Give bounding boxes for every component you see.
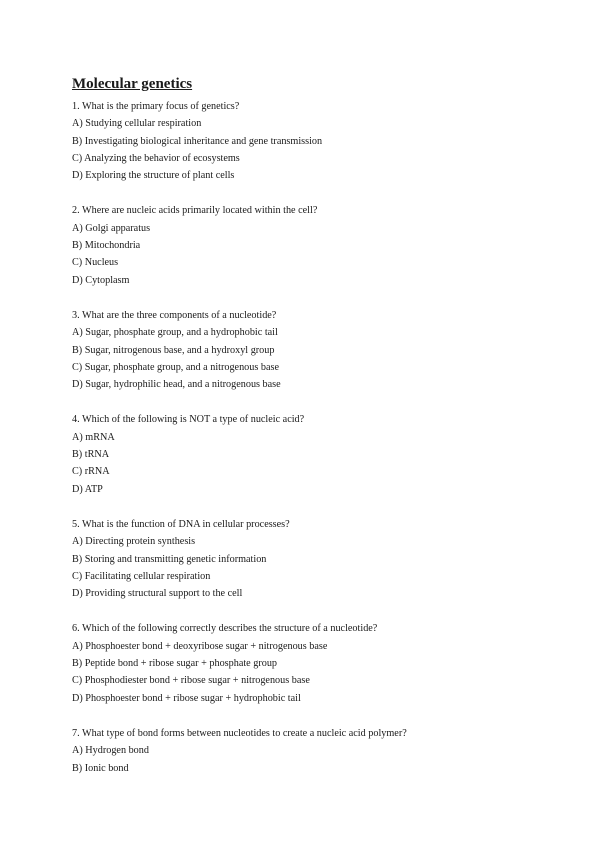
question-5: [72, 516, 560, 602]
answer-option: B) Ionic bond: [72, 762, 129, 774]
page-title: Molecular genetics: [72, 76, 193, 92]
answer-option: A) Hydrogen bond: [72, 745, 149, 757]
answer-option: C) rRNA: [72, 466, 110, 478]
answer-option: A) Phosphoester bond + deoxyribose sugar + nitrogenous base: [72, 640, 328, 652]
answer-option: B) Mitochondria: [72, 240, 141, 252]
answer-option: D) ATP: [72, 483, 103, 495]
answer-option: B) Peptide bond + ribose sugar + phosphate group: [72, 658, 278, 670]
question-1: [72, 98, 560, 184]
question-text: 7. What type of bond forms between nucleotides to create a nucleic acid polymer?: [72, 727, 407, 739]
answer-option: B) Investigating biological inheritance and gene transmission: [72, 135, 323, 147]
question-3: [72, 307, 560, 393]
answer-option: B) tRNA: [72, 449, 110, 461]
answer-option: C) Sugar, phosphate group, and a nitrogenous base: [72, 361, 279, 373]
question-4: [72, 411, 560, 497]
question-text: 6. Which of the following correctly describes the structure of a nucleotide?: [72, 623, 378, 635]
question-2: [72, 202, 560, 288]
answer-option: A) Studying cellular respiration: [72, 118, 202, 130]
question-text: 1. What is the primary focus of genetics?: [72, 101, 240, 112]
answer-option: A) Golgi apparatus: [72, 222, 151, 234]
answer-option: D) Exploring the structure of plant cells: [72, 170, 235, 182]
answer-option: D) Cytoplasm: [72, 274, 130, 286]
answer-option: B) Sugar, nitrogenous base, and a hydroxyl group: [72, 344, 275, 356]
question-7: [72, 725, 560, 777]
question-text: 4. Which of the following is NOT a type of nucleic acid?: [72, 414, 305, 426]
answer-option: C) Nucleus: [72, 257, 119, 269]
answer-option: D) Sugar, hydrophilic head, and a nitrogenous base: [72, 379, 281, 391]
answer-option: D) Phosphoester bond + ribose sugar + hydrophobic tail: [72, 692, 301, 704]
question-6: [72, 620, 560, 706]
answer-option: C) Analyzing the behavior of ecosystems: [72, 152, 240, 164]
question-text: 2. Where are nucleic acids primarily located within the cell?: [72, 205, 318, 217]
question-text: 5. What is the function of DNA in cellular processes?: [72, 518, 290, 530]
answer-option: B) Storing and transmitting genetic information: [72, 553, 267, 565]
answer-option: C) Facilitating cellular respiration: [72, 570, 211, 582]
answer-option: A) Directing protein synthesis: [72, 536, 196, 548]
answer-option: A) Sugar, phosphate group, and a hydrophobic tail: [72, 327, 278, 339]
answer-option: C) Phosphodiester bond + ribose sugar + nitrogenous base: [72, 675, 310, 687]
answer-option: D) Providing structural support to the cell: [72, 588, 243, 600]
answer-option: A) mRNA: [72, 431, 115, 443]
question-text: 3. What are the three components of a nucleotide?: [72, 309, 277, 321]
